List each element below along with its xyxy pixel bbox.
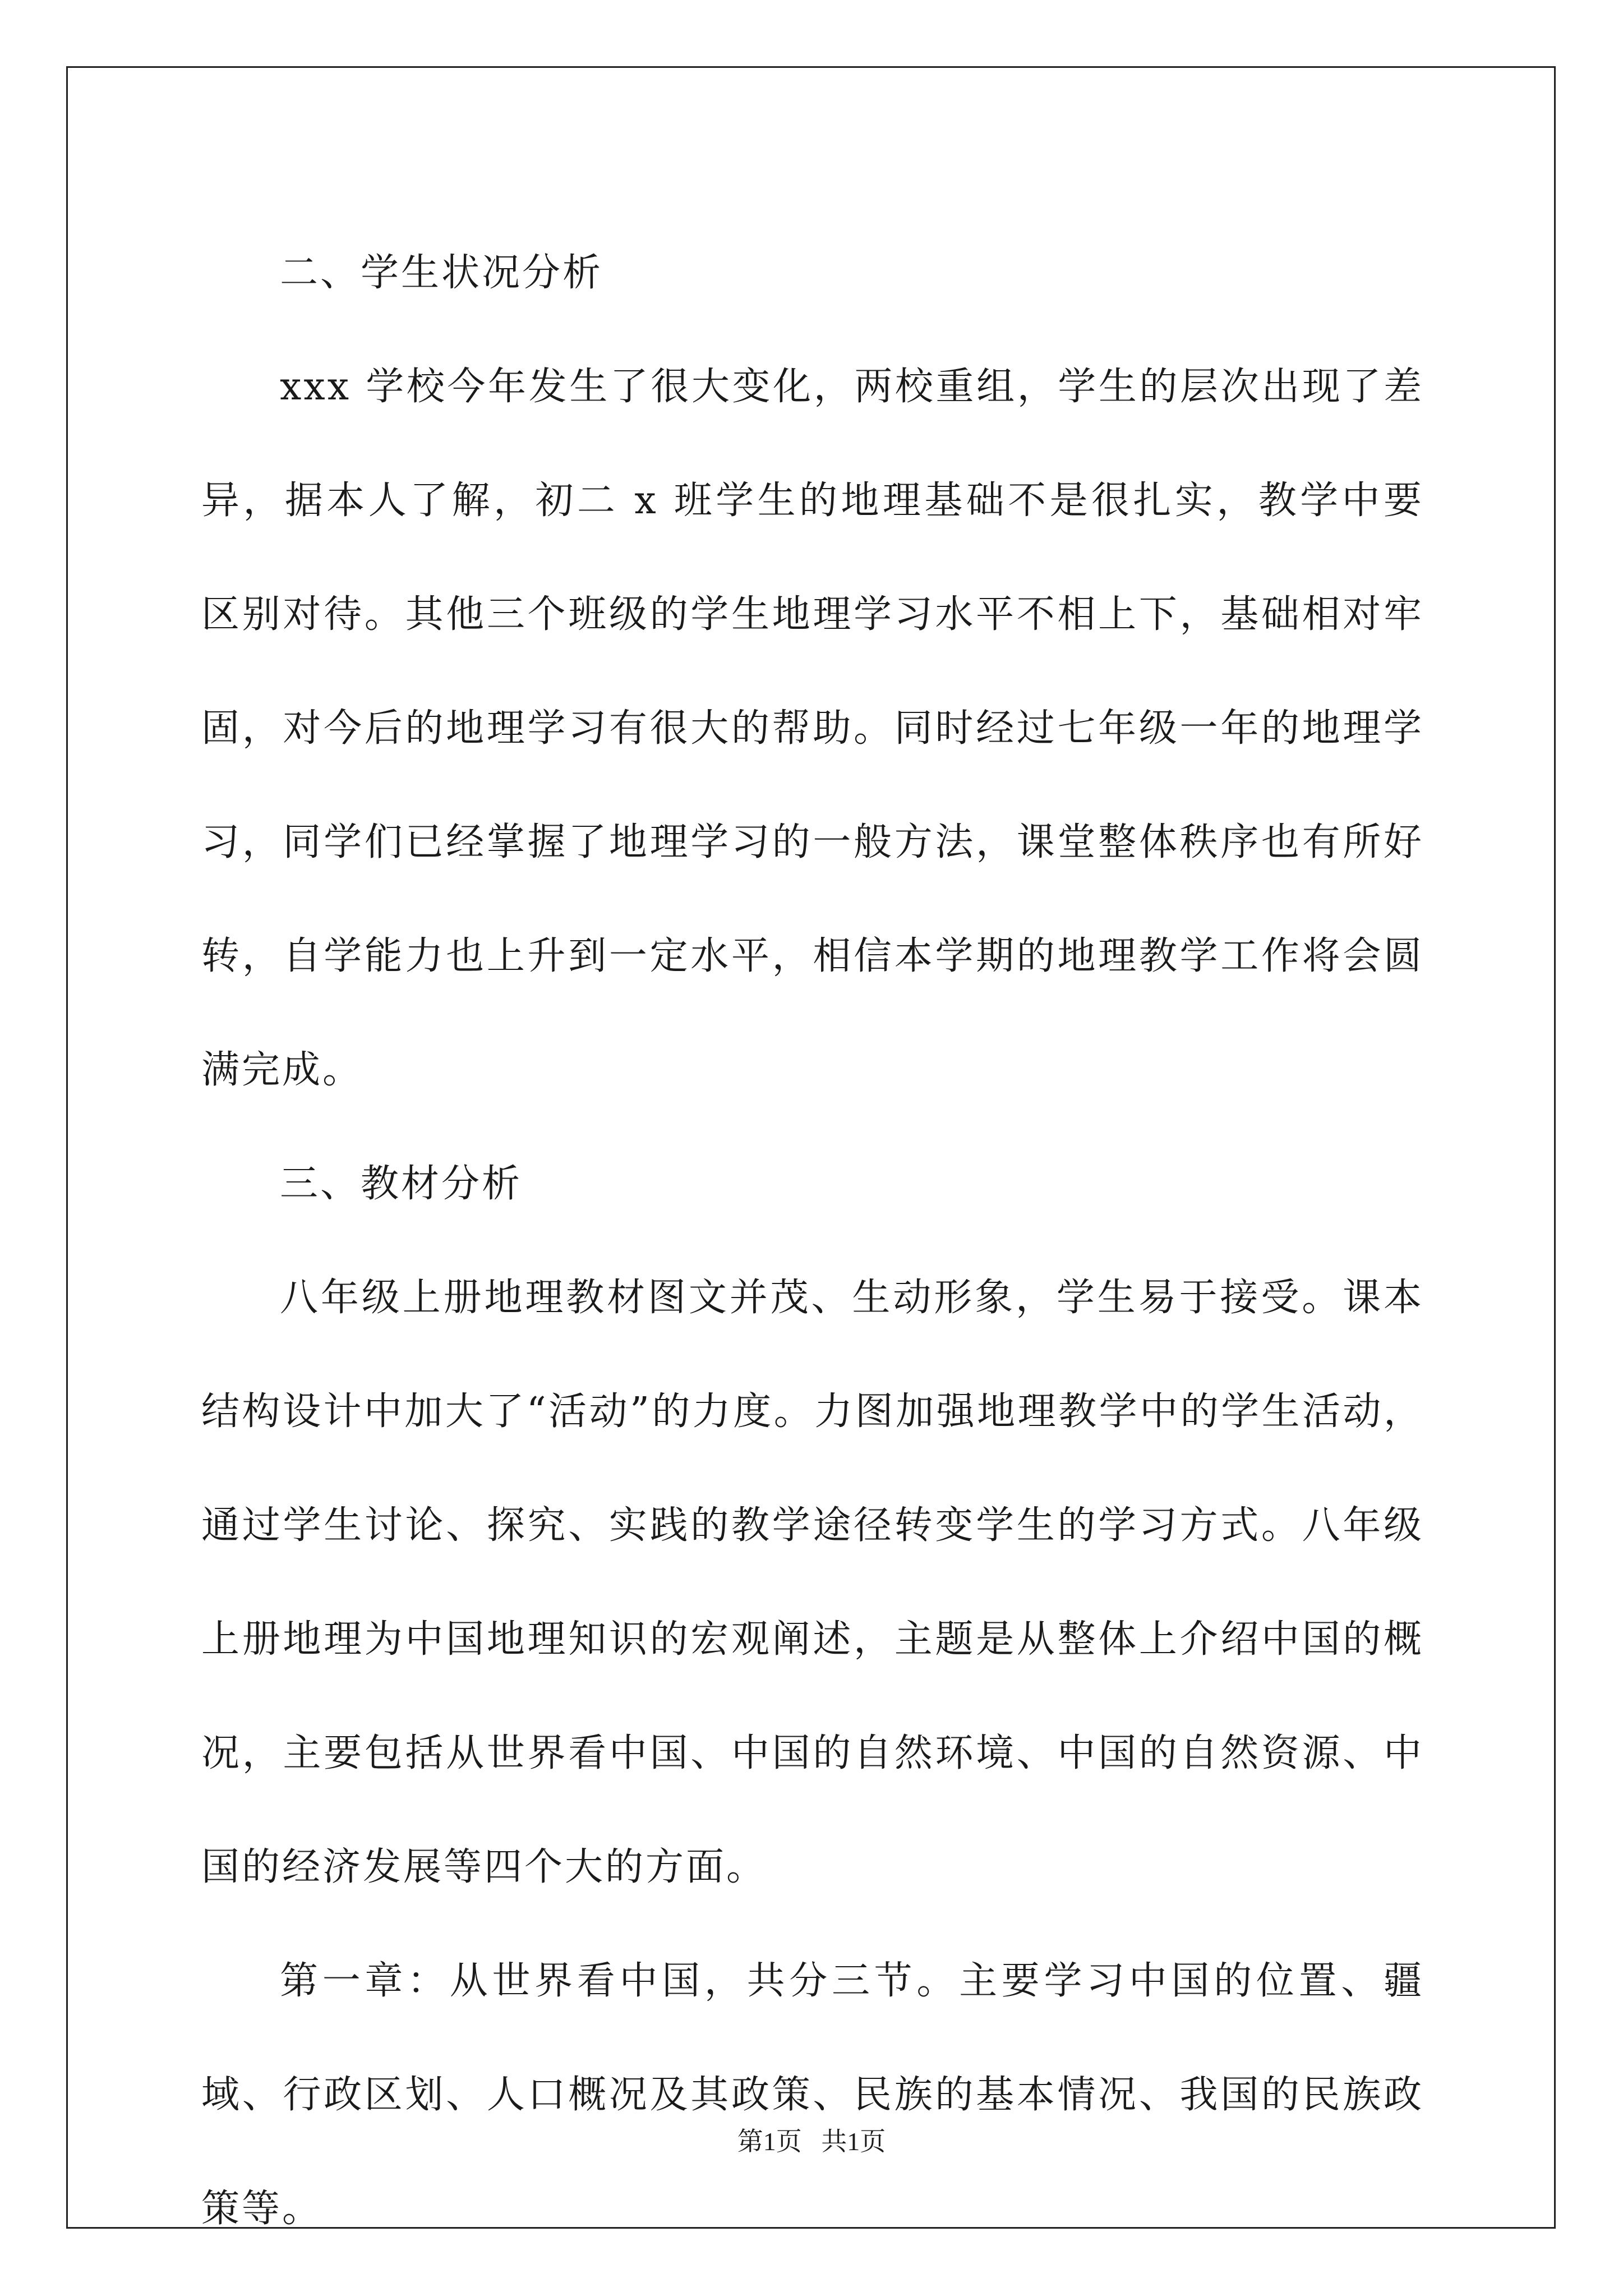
page-number: 第1页 <box>737 2127 802 2156</box>
page-total: 共1页 <box>821 2127 886 2156</box>
page-footer <box>0 2125 1623 2159</box>
document-body <box>201 216 1424 2266</box>
paragraph-textbook-overview: 八年级上册地理教材图文并茂、生动形象，学生易于接受。课本结构设计中加大了“活动”的力度。力图加强地理教学中的学生活动，通过学生讨论、探究、实践的教学途径转变学生的学习方式。八年级上册地理为中国地理知识的宏观阐述，主题是从整体上介绍中国的概况，主要包括从世界看中国、中国的自然环境、中国的自然资源、中国的经济发展等四个大的方面。 <box>201 1276 1424 1889</box>
section-heading-textbook-analysis: 三、教材分析 <box>280 1162 523 1206</box>
paragraph-student-analysis: xxx 学校今年发生了很大变化，两校重组，学生的层次出现了差异，据本人了解，初二 x 班学生的地理基础不是很扎实，教学中要区别对待。其他三个班级的学生地理学习水平不相上下，基础相对牢固，对今后的地理学习有很大的帮助。同时经过七年级一年的地理学习，同学们已经掌握了地理学习的一般方法，课堂整体秩序也有所好转，自学能力也上升到一定水平，相信本学期的地理教学工作将会圆满完成。 <box>201 365 1424 1092</box>
paragraph-chapter-one: 第一章：从世界看中国，共分三节。主要学习中国的位置、疆域、行政区划、人口概况及其政策、民族的基本情况、我国的民族政策等。 <box>201 1959 1424 2231</box>
section-heading-student-analysis: 二、学生状况分析 <box>280 251 603 295</box>
